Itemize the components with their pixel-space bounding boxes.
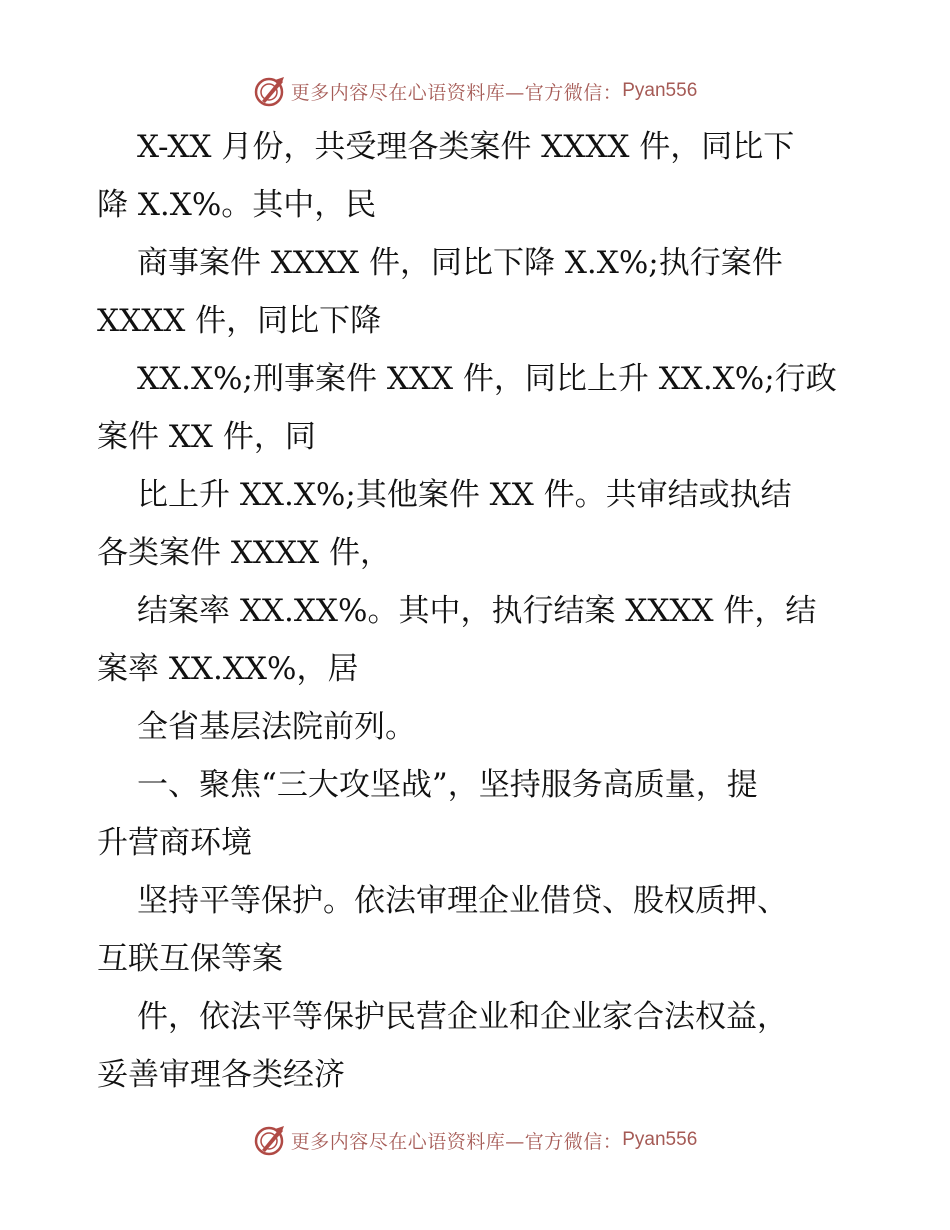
paragraph-line: 全省基层法院前列。 xyxy=(137,709,416,745)
paragraph-line: 互联互保等案 xyxy=(97,941,283,977)
footer-watermark-banner xyxy=(0,1120,950,1160)
watermark-wechat-id: Pyan556 xyxy=(622,80,698,101)
paragraph-line: 降 X.X%。其中，民 xyxy=(97,187,377,223)
paragraph-line: 各类案件 XXXX 件， xyxy=(97,535,391,571)
section-heading-line: 一、聚焦“三大攻坚战”，坚持服务高质量，提 xyxy=(137,767,758,803)
paragraph-line: 妥善审理各类经济 xyxy=(97,1057,345,1093)
quill-logo-icon xyxy=(253,74,287,108)
watermark-wechat-id: Pyan556 xyxy=(622,1129,698,1150)
watermark-text: 更多内容尽在心语资料库—官方微信： xyxy=(290,81,623,104)
section-heading-line: 升营商环境 xyxy=(97,825,252,861)
paragraph-line: 坚持平等保护。依法审理企业借贷、股权质押、 xyxy=(137,883,788,919)
paragraph-line: 比上升 XX.X%;其他案件 XX 件。共审结或执结 xyxy=(137,477,792,513)
document-body xyxy=(97,118,857,1104)
paragraph-line: 件，依法平等保护民营企业和企业家合法权益， xyxy=(137,999,788,1035)
watermark-text: 更多内容尽在心语资料库—官方微信： xyxy=(290,1130,623,1153)
quill-logo-icon xyxy=(253,1123,287,1157)
paragraph-line: 案率 XX.XX%，居 xyxy=(97,651,359,687)
header-watermark-banner xyxy=(0,71,950,111)
paragraph-line: XXXX 件，同比下降 xyxy=(97,303,382,339)
paragraph-line: 商事案件 XXXX 件，同比下降 X.X%;执行案件 xyxy=(137,245,783,281)
paragraph-line: 案件 XX 件，同 xyxy=(97,419,316,455)
paragraph-line: XX.X%;刑事案件 XXX 件，同比上升 XX.X%;行政 xyxy=(137,361,837,397)
paragraph-line: 结案率 XX.XX%。其中，执行结案 XXXX 件，结 xyxy=(137,593,817,629)
paragraph-line: X-XX 月份，共受理各类案件 XXXX 件，同比下 xyxy=(137,129,795,165)
